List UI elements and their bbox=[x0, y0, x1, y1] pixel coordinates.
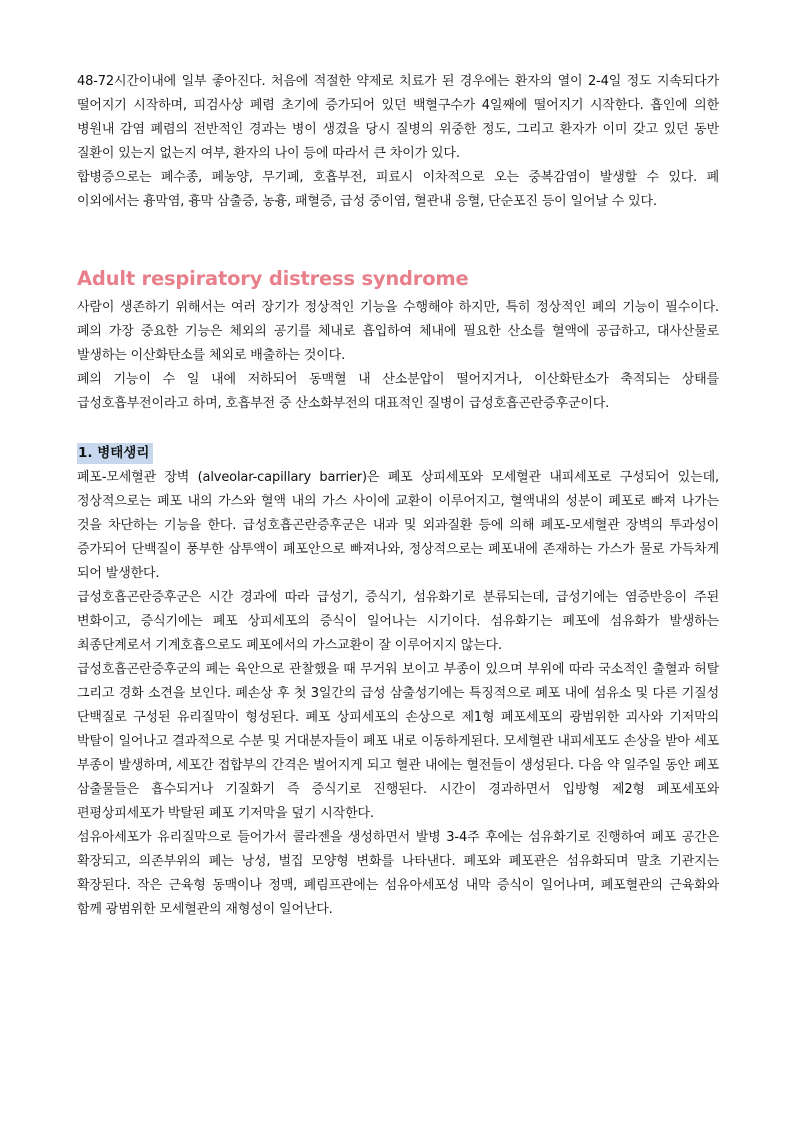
intro-paragraph-2: 합병증으로는 폐수종, 폐농양, 무기폐, 호흡부전, 피료시 이차적으로 오는 중복감염이 발생할 수 있다. 폐 이외에서는 흉막염, 흉막 삼출증, 농흉, 패혈증, 급성 중이염, 혈관내 응혈, 단순포진 등이 일어날 수 있다. bbox=[77, 170, 719, 209]
subsection-heading: 1. 병태생리 bbox=[77, 443, 153, 464]
subsection-paragraph-2: 급성호흡곤란증후군은 시간 경과에 따라 급성기, 증식기, 섬유화기로 분류되는데, 급성기에는 염증반응이 주된 변화이고, 증식기에는 폐포 상피세포의 증식이 일어나는 시기이다. 섬유화기는 폐포에 섬유화가 발생하는 최종단계로서 기계호흡으로도 폐포에서의 가스교환이 잘 이루어지지 않는다. bbox=[77, 590, 719, 653]
section-title: Adult respiratory distress syndrome bbox=[77, 267, 469, 290]
section-gap bbox=[77, 214, 719, 266]
intro-paragraph-1: 48-72시간이내에 일부 좋아진다. 처음에 적절한 약제로 치료가 된 경우에는 환자의 열이 2-4일 정도 지속되다가 떨어지기 시작하며, 피검사상 폐렴 초기에 증가되어 있던 백혈구수가 4일째에 떨어지기 시작한다. 흡인에 의한 병원내 감염 폐렴의 전반적인 경과는 병이 생겼을 당시 질병의 위중한 정도, 그리고 환자가 이미 갖고 있던 동반 질환이 있는지 없는지 여부, 환자의 나이 등에 따라서 큰 차이가 있다. bbox=[77, 74, 719, 161]
section-paragraph-2: 폐의 기능이 수 일 내에 저하되어 동맥혈 내 산소분압이 떨어지거나, 이산화탄소가 축적되는 상태를 급성호흡부전이라고 하며, 호흡부전 중 산소화부전의 대표적인 질병이 급성호흡곤란증후군이다. bbox=[77, 372, 719, 411]
subsection-gap bbox=[77, 416, 719, 442]
section-paragraph-1: 사람이 생존하기 위해서는 여러 장기가 정상적인 기능을 수행해야 하지만, 특히 정상적인 폐의 기능이 필수이다. 폐의 가장 중요한 기능은 체외의 공기를 체내로 흡입하여 체내에 필요한 산소를 혈액에 공급하고, 대사산물로 발생하는 이산화탄소를 체외로 배출하는 것이다. bbox=[77, 300, 719, 363]
subsection-paragraph-4: 섬유아세포가 유리질막으로 들어가서 콜라젠을 생성하면서 발병 3-4주 후에는 섬유화기로 진행하여 폐포 공간은 확장되고, 의존부위의 폐는 낭성, 벌집 모양형 변화를 나타낸다. 폐포와 폐포관은 섬유화되며 말초 기관지는 확장된다. 작은 근육형 동맥이나 정맥, 폐림프관에는 섬유아세포성 내막 증식이 일어나며, 폐포혈관의 근육화와 함께 광범위한 모세혈관의 재형성이 일어난다. bbox=[77, 830, 719, 917]
subsection-heading-wrap bbox=[77, 442, 719, 466]
subsection-paragraph-1: 폐포-모세혈관 장벽 (alveolar-capillary barrier)은 폐포 상피세포와 모세혈관 내피세포로 구성되어 있는데, 정상적으로는 폐포 내의 가스와 혈액 내의 가스 사이에 교환이 이루어지고, 혈액내의 성분이 폐포로 빠져 나가는 것을 차단하는 기능을 한다. 급성호흡곤란증후군은 내과 및 외과질환 등에 의해 폐포-모세혈관 장벽의 투과성이 증가되어 단백질이 풍부한 삼투액이 폐포안으로 빠져나와, 정상적으로는 폐포내에 존재하는 가스가 물로 가득차게 되어 발생한다. bbox=[77, 470, 719, 581]
document-page bbox=[77, 70, 719, 922]
subsection-paragraph-3: 급성호흡곤란증후군의 폐는 육안으로 관찰했을 때 무거워 보이고 부종이 있으며 부위에 따라 국소적인 출혈과 허탈 그리고 경화 소견을 보인다. 폐손상 후 첫 3일간의 급성 삼출성기에는 특징적으로 폐포 내에 섬유소 및 다른 기질성 단백질로 구성된 유리질막이 형성된다. 폐포 상피세포의 손상으로 제1형 폐포세포의 광범위한 괴사와 기저막의 박탈이 일어나고 결과적으로 수분 및 거대분자들이 폐포 내로 이동하게된다. 모세혈관 내피세포도 손상을 받아 세포 부종이 발생하며, 세포간 접합부의 간격은 벌어지게 되고 혈관 내에는 혈전들이 생성된다. 다음 약 일주일 동안 폐포 삼출물들은 흡수되거나 기질화기 즉 증식기로 진행된다. 시간이 경과하면서 입방형 제2형 폐포세포와 편평상피세포가 박탈된 폐포 기저막을 덮기 시작한다. bbox=[77, 662, 719, 821]
